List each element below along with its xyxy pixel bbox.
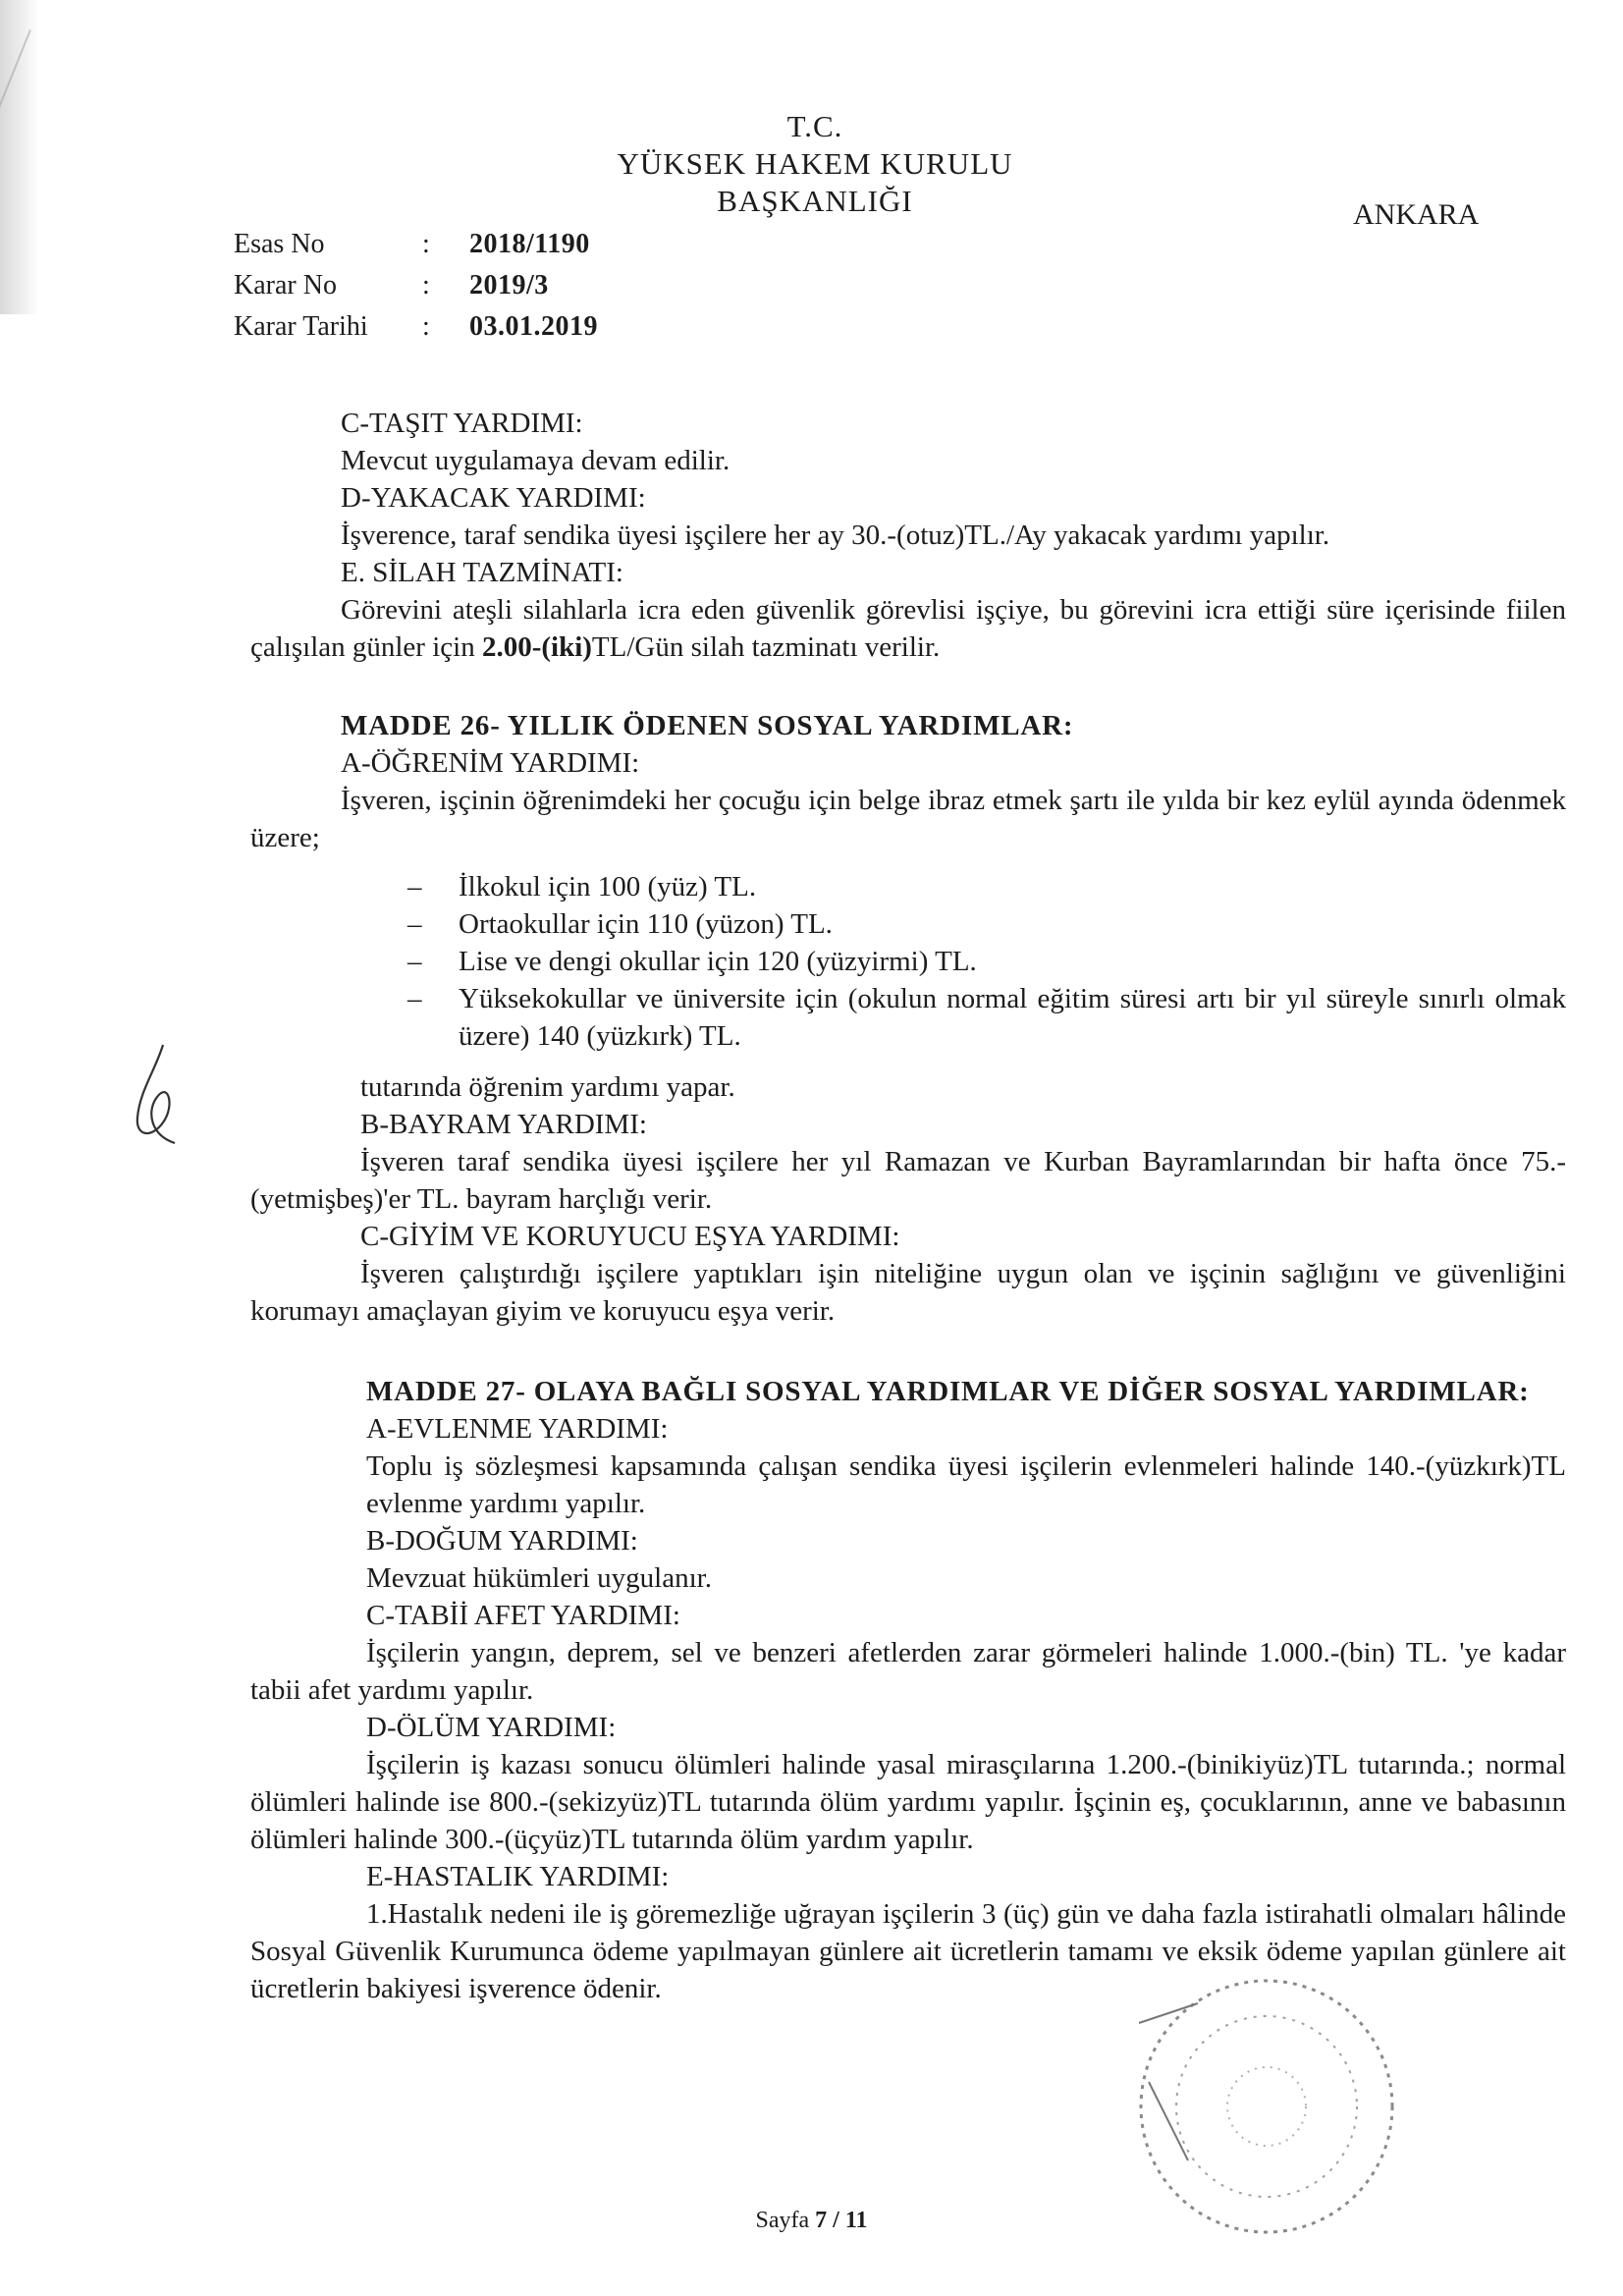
- meta-sep: :: [422, 270, 430, 301]
- meta-key: Karar No: [234, 270, 337, 301]
- official-stamp: [1119, 1964, 1414, 2249]
- list-item: – Ortaokullar için 110 (yüzon) TL.: [407, 905, 1566, 943]
- madde-heading: MADDE 27- OLAYA BAĞLI SOSYAL YARDIMLAR VE DİĞER SOSYAL YARDIMLAR:: [366, 1376, 1530, 1407]
- section-title: A-ÖĞRENİM YARDIMI:: [341, 747, 640, 779]
- document-header: [550, 108, 1080, 220]
- section-title: D-ÖLÜM YARDIMI:: [366, 1712, 617, 1743]
- section-title: B-BAYRAM YARDIMI:: [360, 1109, 647, 1140]
- section-text: tutarında öğrenim yardımı yapar.: [360, 1071, 735, 1103]
- meta-row-esas: [234, 224, 598, 265]
- section-text: İşveren taraf sendika üyesi işçilere her yıl Ramazan ve Kurban Bayramlarından bir hafta önce 75.-(yetmişbeş)'er TL. bayram harçlığı verir.: [250, 1146, 1566, 1215]
- section-text: [250, 591, 1566, 666]
- list-item: – İlkokul için 100 (yüz) TL.: [407, 868, 1566, 905]
- header-institution: YÜKSEK HAKEM KURULU: [617, 146, 1013, 181]
- section-benefits-cde: [250, 405, 1566, 666]
- section-text: Toplu iş sözleşmesi kapsamında çalışan sendika üyesi işçilerin evlenmeleri halinde 140.-(yüzkırk)TL evlenme yardımı yapılır.: [366, 1450, 1566, 1519]
- section-text: Mevzuat hükümleri uygulanır.: [366, 1562, 712, 1594]
- text-bold-amount: 2.00-(iki): [481, 631, 592, 663]
- section-text: İşçilerin iş kazası sonucu ölümleri halinde yasal mirasçılarına 1.200.-(binikiyüz)TL tutarında.; normal ölümleri halinde ise 800.-(sekizyüz)TL tutarında ölüm yardımı yapılır. İşçinin eş, çocuklarının, anne ve babasının ölümleri halinde 300.-(üçyüz)TL tutarında ölüm yardım yapılır.: [250, 1749, 1566, 1855]
- section-text: İşveren, işçinin öğrenimdeki her çocuğu için belge ibraz etmek şartı ile yılda bir kez eylül ayında ödenmek üzere;: [250, 785, 1566, 853]
- section-title: C-GİYİM VE KORUYUCU EŞYA YARDIMI:: [360, 1221, 900, 1252]
- meta-key: Esas No: [234, 229, 325, 259]
- case-meta-table: [234, 224, 598, 348]
- text-part: TL/Gün silah tazminatı verilir.: [591, 631, 941, 663]
- section-title: E. SİLAH TAZMİNATI:: [341, 557, 623, 588]
- section-text: İşveren çalıştırdığı işçilere yaptıkları işin niteliğine uygun olan ve işçinin sağlığını ve güvenliğini korumayı amaçlayan giyim ve koruyucu eşya verir.: [250, 1258, 1566, 1327]
- education-aid-list: [250, 868, 1566, 1055]
- header-presidency: BAŞKANLIĞI: [717, 184, 913, 218]
- page-number: 7 / 11: [815, 2208, 868, 2233]
- text-part: Görevini ateşli silahlarla icra eden güvenlik görevlisi işçiye, bu görevini icra ettiği süre içerisinde fiilen çalışılan günler için: [250, 594, 1566, 663]
- section-text: Mevcut uygulamaya devam edilir.: [341, 445, 730, 476]
- header-city: ANKARA: [1353, 198, 1480, 231]
- meta-sep: :: [422, 311, 430, 342]
- section-text: İşverence, taraf sendika üyesi işçilere her ay 30.-(otuz)TL./Ay yakacak yardımı yapılır.: [341, 519, 1330, 551]
- meta-value: 2018/1190: [469, 229, 590, 259]
- section-title: C-TAŞIT YARDIMI:: [341, 408, 583, 439]
- section-madde-27: [250, 1373, 1566, 2007]
- signature-mark: [126, 1041, 185, 1149]
- page-label: Sayfa: [755, 2208, 816, 2233]
- madde-heading: MADDE 26- YILLIK ÖDENEN SOSYAL YARDIMLAR:: [341, 710, 1074, 741]
- section-title: E-HASTALIK YARDIMI:: [366, 1861, 670, 1892]
- meta-value: 2019/3: [469, 270, 549, 301]
- section-madde-26: [250, 707, 1566, 1330]
- meta-row-tarih: [234, 306, 598, 348]
- section-text: İşçilerin yangın, deprem, sel ve benzeri afetlerden zarar görmeleri halinde 1.000.-(bin) TL. 'ye kadar tabii afet yardımı yapılır.: [250, 1637, 1566, 1706]
- section-title: B-DOĞUM YARDIMI:: [366, 1525, 638, 1557]
- section-title: A-EVLENME YARDIMI:: [366, 1413, 669, 1445]
- section-text: 1.Hastalık nedeni ile iş göremezliğe uğrayan işçilerin 3 (üç) gün ve daha fazla istirahatli olmaları hâlinde Sosyal Güvenlik Kurumunca ödeme yapılmayan günlere ait ücretlerin tamamı ve eksik ödeme yapılan günlere ait ücretlerin bakiyesi işverence ödenir.: [250, 1898, 1566, 2004]
- page-footer: [0, 2208, 1623, 2234]
- section-title: C-TABİİ AFET YARDIMI:: [366, 1600, 680, 1631]
- list-item: – Yüksekokullar ve üniversite için (okulun normal eğitim süresi artı bir yıl süreyle sınırlı olmak üzere) 140 (yüzkırk) TL.: [407, 980, 1566, 1055]
- meta-value: 03.01.2019: [469, 311, 598, 342]
- scan-edge-shadow: [0, 0, 39, 314]
- meta-sep: :: [422, 229, 430, 259]
- header-tc: T.C.: [786, 109, 843, 143]
- meta-key: Karar Tarihi: [234, 311, 368, 342]
- meta-row-karar: [234, 265, 598, 306]
- list-item: – Lise ve dengi okullar için 120 (yüzyirmi) TL.: [407, 943, 1566, 980]
- section-title: D-YAKACAK YARDIMI:: [341, 482, 646, 514]
